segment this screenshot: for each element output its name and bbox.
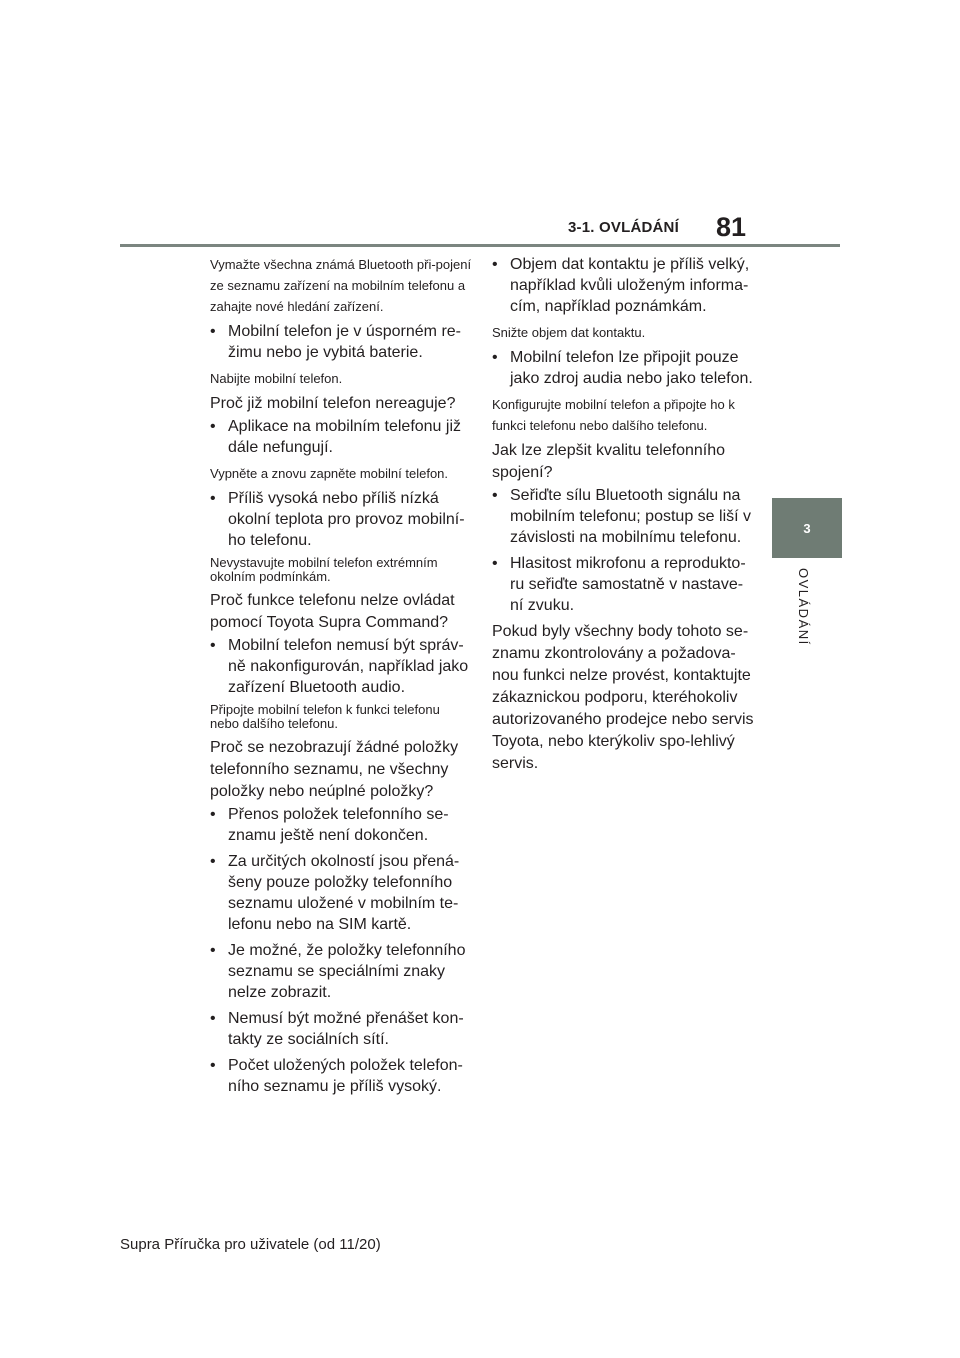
question-heading bbox=[210, 393, 472, 415]
text: Je možné, že položky telefonního seznamu se speciálními znaky nelze zobrazit. bbox=[228, 942, 466, 1001]
text: Seřiďte sílu Bluetooth signálu na mobilním telefonu; postup se liší v závislosti na mobilnímu telefonu. bbox=[510, 487, 752, 546]
instruction-note bbox=[492, 322, 754, 343]
bullet-item bbox=[210, 416, 472, 458]
chapter-tab bbox=[772, 498, 842, 558]
bullet-marker: • bbox=[210, 637, 216, 654]
question-heading bbox=[210, 590, 472, 634]
text: Jak lze zlepšit kvalitu telefonního spojení? bbox=[492, 442, 726, 481]
text: Objem dat kontaktu je příliš velký, například kvůli uloženým informa-cím, například poznámkám. bbox=[510, 256, 750, 315]
bullet-marker: • bbox=[492, 487, 498, 504]
bullet-item bbox=[210, 1055, 472, 1097]
bullet-item bbox=[492, 485, 754, 548]
text: Příliš vysoká nebo příliš nízká okolní teplota pro provoz mobilní-ho telefonu. bbox=[228, 490, 465, 549]
bullet-item bbox=[210, 321, 472, 363]
bullet-item bbox=[210, 940, 472, 1003]
bullet-item bbox=[210, 851, 472, 935]
bullet-marker: • bbox=[210, 806, 216, 823]
bullet-marker: • bbox=[210, 1057, 216, 1074]
bullet-marker: • bbox=[492, 256, 498, 273]
page-footer: Supra Příručka pro uživatele (od 11/20) bbox=[120, 1236, 381, 1253]
bullet-marker: • bbox=[210, 1010, 216, 1027]
instruction-note bbox=[210, 254, 472, 317]
text: Mobilní telefon nemusí být správ-ně nakonfigurován, například jako zařízení Bluetooth audio. bbox=[228, 637, 469, 696]
bullet-item bbox=[210, 1008, 472, 1050]
instruction-note bbox=[210, 703, 472, 731]
chapter-label: OVLÁDÁNÍ bbox=[796, 568, 811, 646]
bullet-item bbox=[492, 553, 754, 616]
text: Proč již mobilní telefon nereaguje? bbox=[210, 395, 456, 412]
bullet-marker: • bbox=[210, 418, 216, 435]
text: Pokud byly všechny body tohoto se-znamu zkontrolovány a požadova-nou funkci nelze provést, kontaktujte zákaznickou podporu, kteréhokoliv autorizovaného prodejce nebo servis Toyota, nebo kterýkoliv spo-lehlivý servis. bbox=[492, 623, 754, 772]
body-paragraph bbox=[492, 621, 754, 775]
text: Vypněte a znovu zapněte mobilní telefon. bbox=[210, 466, 449, 481]
bullet-item bbox=[210, 804, 472, 846]
bullet-item bbox=[492, 347, 754, 389]
text: Mobilní telefon je v úsporném re-žimu nebo je vybitá baterie. bbox=[228, 323, 461, 361]
text: Aplikace na mobilním telefonu již dále nefungují. bbox=[228, 418, 462, 456]
text: Konfigurujte mobilní telefon a připojte ho k funkci telefonu nebo dalšího telefonu. bbox=[492, 397, 735, 433]
bullet-item bbox=[210, 488, 472, 551]
bullet-marker: • bbox=[210, 853, 216, 870]
text: Mobilní telefon lze připojit pouze jako zdroj audia nebo jako telefon. bbox=[510, 349, 753, 387]
text: Přenos položek telefonního se-znamu ještě není dokončen. bbox=[228, 806, 449, 844]
page-number: 81 bbox=[716, 212, 747, 242]
instruction-note bbox=[210, 556, 472, 584]
bullet-marker: • bbox=[210, 942, 216, 959]
text: Nemusí být možné přenášet kon-takty ze sociálních sítí. bbox=[228, 1010, 464, 1048]
bullet-marker: • bbox=[210, 490, 216, 507]
header-rule bbox=[120, 244, 840, 247]
instruction-note bbox=[210, 368, 472, 389]
header-section-title: 3-1. OVLÁDÁNÍ bbox=[568, 219, 679, 236]
text: Připojte mobilní telefon k funkci telefonu nebo dalšího telefonu. bbox=[210, 702, 440, 731]
question-heading bbox=[492, 440, 754, 484]
text: Za určitých okolností jsou přená-šeny pouze položky telefonního seznamu uložené v mobilním te-lefonu nebo na SIM kartě. bbox=[228, 853, 460, 933]
bullet-marker: • bbox=[492, 349, 498, 366]
text: Počet uložených položek telefon-ního seznamu je příliš vysoký. bbox=[228, 1057, 463, 1095]
question-heading bbox=[210, 737, 472, 803]
instruction-note bbox=[210, 463, 472, 484]
bullet-item bbox=[492, 254, 754, 317]
text: Snižte objem dat kontaktu. bbox=[492, 325, 646, 340]
text: Nabijte mobilní telefon. bbox=[210, 371, 343, 386]
text: Nevystavujte mobilní telefon extrémním okolním podmínkám. bbox=[210, 555, 438, 584]
left-column bbox=[210, 254, 472, 1102]
text: Proč se nezobrazují žádné položky telefonního seznamu, ne všechny položky nebo neúplné položky? bbox=[210, 739, 459, 800]
right-column bbox=[492, 254, 754, 775]
text: Hlasitost mikrofonu a reprodukto-ru seřiďte samostatně v nastave-ní zvuku. bbox=[510, 555, 746, 614]
instruction-note bbox=[492, 394, 754, 436]
bullet-marker: • bbox=[210, 323, 216, 340]
chapter-number: 3 bbox=[803, 520, 811, 536]
text: Proč funkce telefonu nelze ovládat pomocí Toyota Supra Command? bbox=[210, 592, 455, 631]
text: Vymažte všechna známá Bluetooth při-pojení ze seznamu zařízení na mobilním telefonu a zahajte nové hledání zařízení. bbox=[210, 257, 472, 314]
bullet-marker: • bbox=[492, 555, 498, 572]
bullet-item bbox=[210, 635, 472, 698]
